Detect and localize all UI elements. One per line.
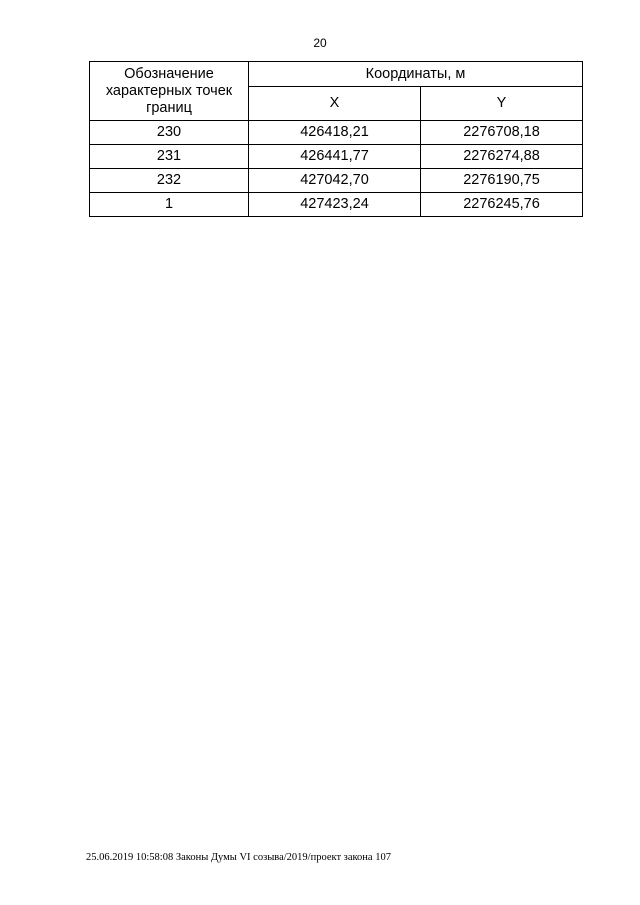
header-coordinates: Координаты, м bbox=[249, 62, 583, 87]
page-number: 20 bbox=[313, 36, 327, 50]
y-cell: 2276708,18 bbox=[421, 121, 583, 145]
point-cell: 1 bbox=[90, 193, 249, 217]
table-row bbox=[90, 145, 583, 169]
y-cell: 2276245,76 bbox=[421, 193, 583, 217]
table-row bbox=[90, 169, 583, 193]
point-cell: 232 bbox=[90, 169, 249, 193]
x-cell: 426441,77 bbox=[249, 145, 421, 169]
point-cell: 230 bbox=[90, 121, 249, 145]
header-y: Y bbox=[421, 87, 583, 121]
header-point-designation: Обозначение характерных точек границ bbox=[90, 62, 249, 121]
table-row bbox=[90, 193, 583, 217]
header-x: X bbox=[249, 87, 421, 121]
coordinates-table bbox=[89, 61, 583, 217]
y-cell: 2276274,88 bbox=[421, 145, 583, 169]
point-cell: 231 bbox=[90, 145, 249, 169]
y-cell: 2276190,75 bbox=[421, 169, 583, 193]
x-cell: 427042,70 bbox=[249, 169, 421, 193]
x-cell: 427423,24 bbox=[249, 193, 421, 217]
table-row bbox=[90, 121, 583, 145]
x-cell: 426418,21 bbox=[249, 121, 421, 145]
document-footer: 25.06.2019 10:58:08 Законы Думы VI созыва/2019/проект закона 107 bbox=[86, 852, 391, 863]
